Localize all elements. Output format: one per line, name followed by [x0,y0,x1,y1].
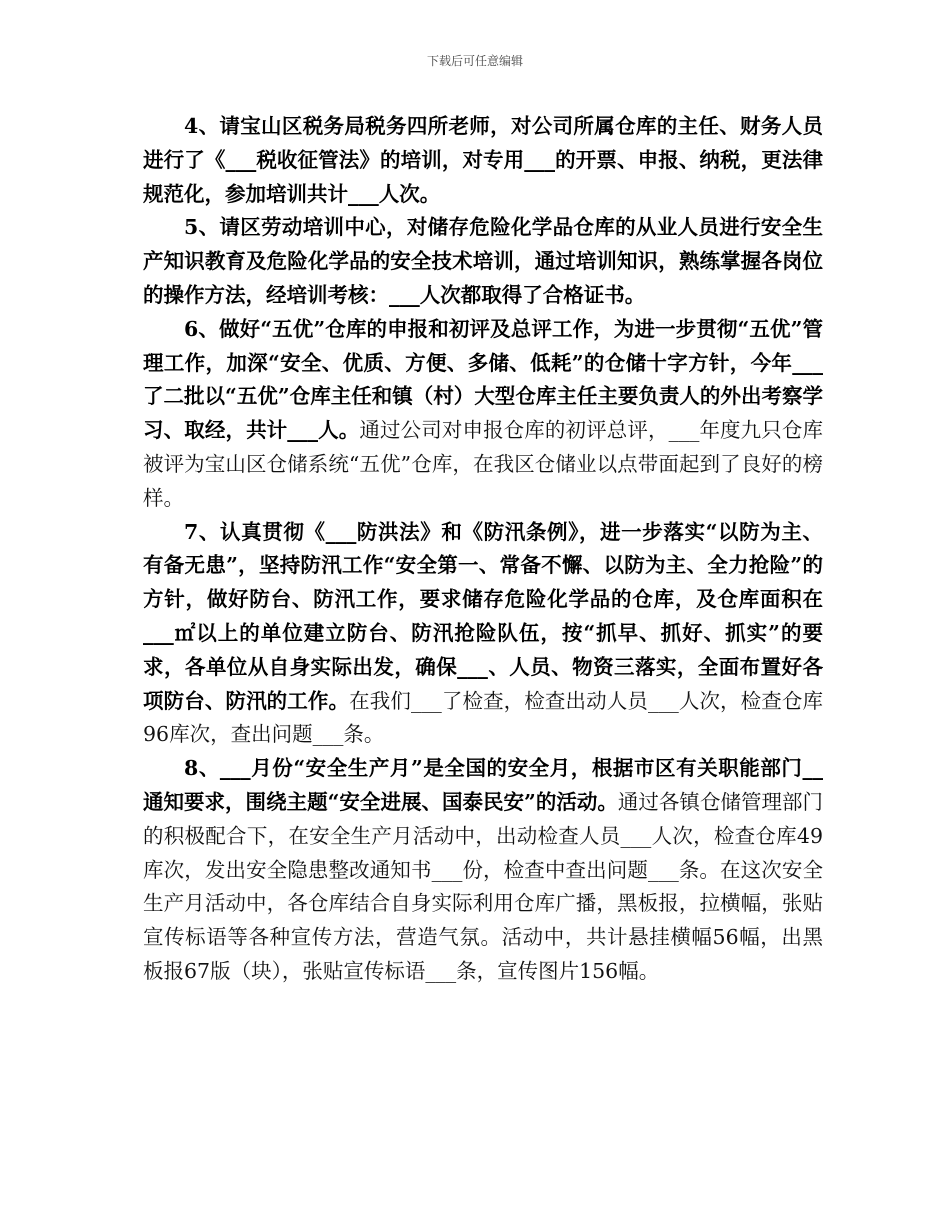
paragraph-7 [143,516,823,753]
paragraph-bold-text: 4、请宝山区税务局税务四所老师，对公司所属仓库的主任、财务人员进行了《___税收征管法》的培训，对专用___的开票、申报、纳税，更法律规范化，参加培训共计___人次。 [143,114,823,206]
paragraph-8 [143,752,823,989]
page-header: 下载后可任意编辑 [426,54,523,68]
document-body [143,110,823,989]
paragraph-4 [143,110,823,211]
paragraph-bold-text: 8、___月份“安全生产月”是全国的安全月，根据市区有关职能部门__通知要求，围绕主题“安全进展、国泰民安”的活动。 [143,756,823,814]
paragraph-normal-text: 在我们___了检查，检查出动人员___人次，检查仓库96库次，查出问题___条。 [143,688,824,747]
paragraph-5 [143,211,823,312]
paragraph-bold-text: 7、认真贯彻《___防洪法》和《防汛条例》，进一步落实“以防为主、有备无患”，坚持防汛工作“安全第一、常备不懈、以防为主、全力抢险”的方针，做好防台、防汛工作，要求储存危险化学品的仓库，及仓库面积在___㎡以上的单位建立防台、防汛抢险队伍，按“抓早、抓好、抓实”的要求，各单位从自身实际出发，确保___、人员、物资三落实，全面布置好各项防台、防汛的工作。 [143,519,823,713]
paragraph-normal-text: 通过公司对申报仓库的初评总评，___年度九只仓库被评为宝山区仓储系统“五优”仓库，在我区仓储业以点带面起到了良好的榜样。 [143,418,824,510]
paragraph-normal-text: 通过各镇仓储管理部门的积极配合下，在安全生产月活动中，出动检查人员___人次，检查仓库49库次，发出安全隐患整改通知书___份，检查中查出问题___条。在这次安全生产月活动中，各仓库结合自身实际利用仓库广播，黑板报，拉横幅，张贴宣传标语等各种宣传方法，营造气氛。活动中，共计悬挂横幅56幅，出黑板报67版（块），张贴宣传标语___条，宣传图片156幅。 [143,789,824,983]
paragraph-bold-text: 5、请区劳动培训中心，对储存危险化学品仓库的从业人员进行安全生产知识教育及危险化学品的安全技术培训，通过培训知识，熟练掌握各岗位的操作方法，经培训考核：___人次都取得了合格证书。 [143,215,823,307]
paragraph-6 [143,313,823,516]
paragraph-bold-text: 6、做好“五优”仓库的申报和初评及总评工作，为进一步贯彻“五优”管理工作，加深“安全、优质、方便、多储、低耗”的仓储十字方针，今年___了二批以“五优”仓库主任和镇（村）大型仓库主任主要负责人的外出考察学习、取经，共计___人。 [143,316,823,443]
